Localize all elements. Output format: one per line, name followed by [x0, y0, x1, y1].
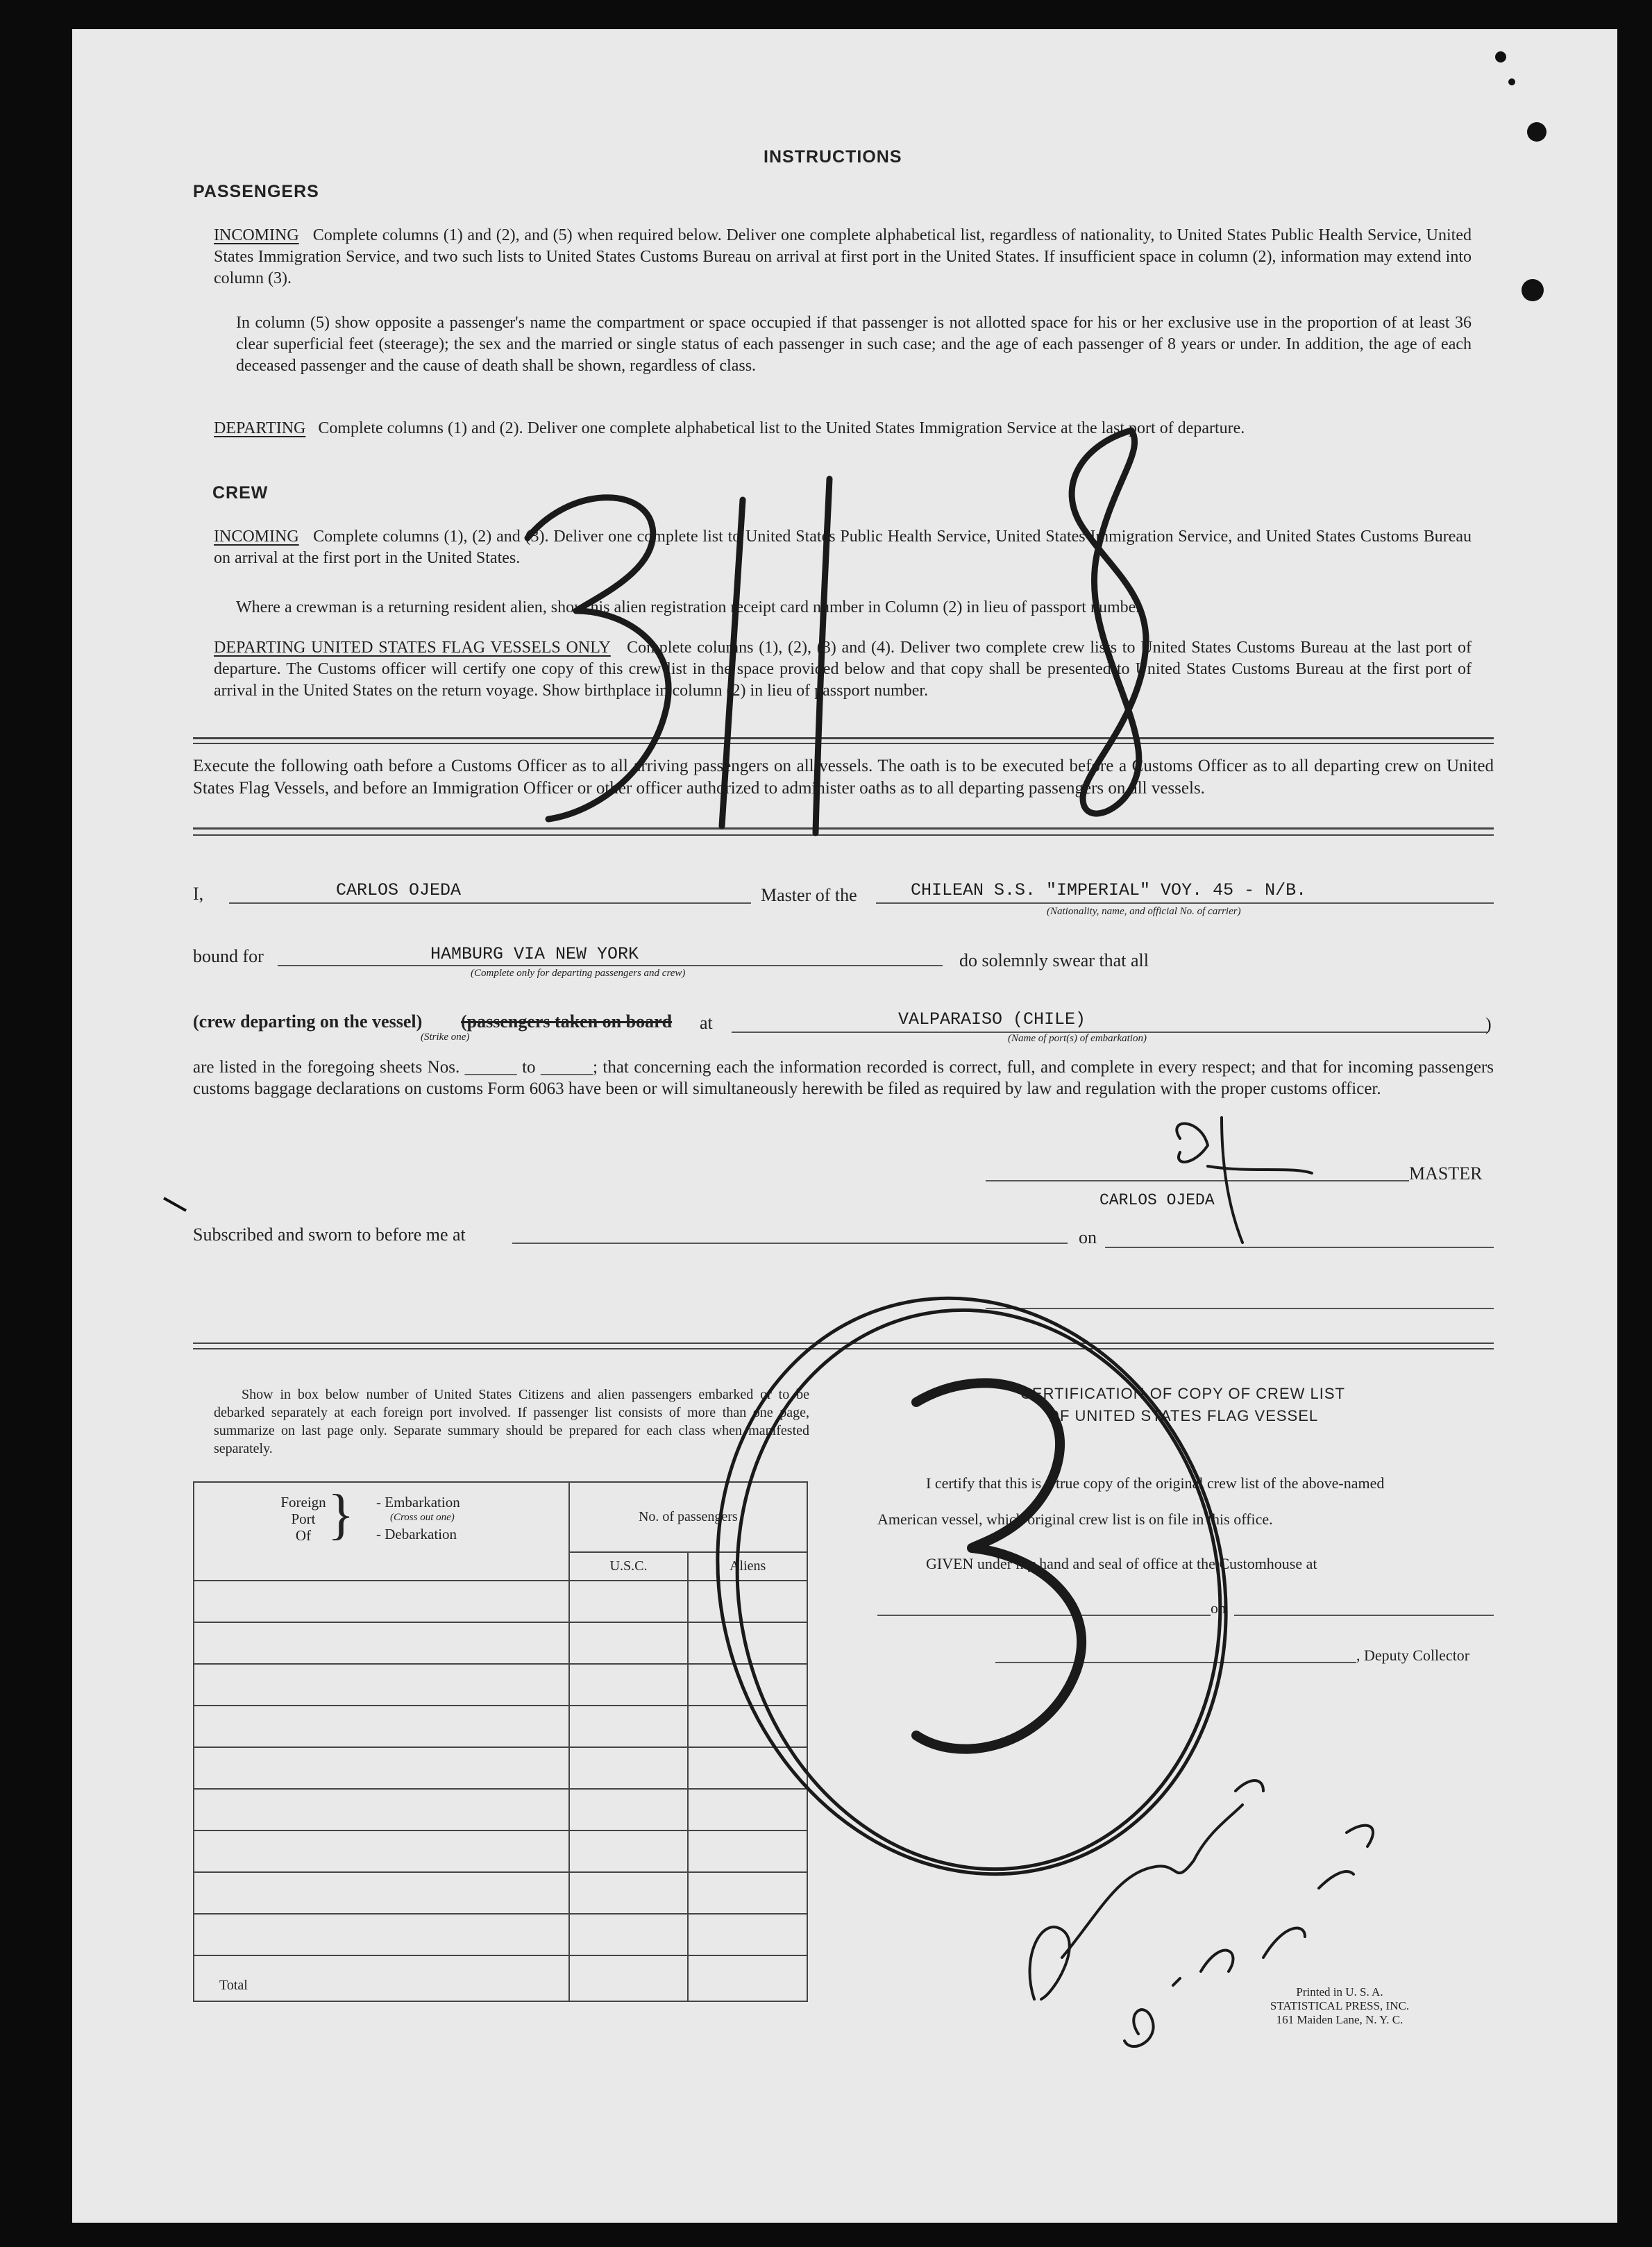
- debarkation-label: - Debarkation: [376, 1526, 457, 1542]
- on-label: on: [1079, 1227, 1097, 1247]
- no-of-passengers-label: No. of passengers: [638, 1509, 738, 1525]
- master-label: MASTER: [1409, 1163, 1483, 1184]
- carrier-value: CHILEAN S.S. "IMPERIAL" VOY. 45 - N/B.: [911, 880, 1307, 900]
- col-foreign: Foreign: [280, 1494, 326, 1510]
- crewman-paragraph: Where a crewman is a returning resident alien, show his alien registration receipt card number in Column (2) in lieu of passport number.: [236, 598, 1145, 616]
- handwritten-signature: [1030, 1781, 1374, 2046]
- given-text: GIVEN under my hand and seal of office at the Customhouse at: [926, 1555, 1317, 1572]
- incoming-label: INCOMING: [214, 226, 299, 244]
- close-paren: ): [1485, 1014, 1492, 1034]
- american-vessel-text: American vessel, which original crew list is on file in this office.: [877, 1510, 1273, 1528]
- usc-label: U.S.C.: [609, 1558, 648, 1574]
- circled-number-3: [644, 1231, 1299, 1940]
- cross-out-label: (Cross out one): [390, 1512, 455, 1523]
- certification-title-line2: OF UNITED STATES FLAG VESSEL: [1047, 1407, 1319, 1424]
- printer-line3: 161 Maiden Lane, N. Y. C.: [1276, 2013, 1404, 2026]
- certification-title-line1: CERTIFICATION OF COPY OF CREW LIST: [1020, 1385, 1345, 1402]
- bound-for-caption: (Complete only for departing passengers and crew): [471, 968, 686, 979]
- scan-specks: [1495, 51, 1546, 301]
- crew-incoming-label: INCOMING: [214, 528, 299, 546]
- strike-caption: (Strike one): [421, 1032, 470, 1043]
- listed-text: are listed in the foregoing sheets Nos. ______ to ______; that concerning each the information recorded is correct, full, and complete in every respect; and that for incoming passengers customs baggage declarations on customs Form 6063 have been or will simultaneously herewith be filed as required by law and regulation with the proper customs officer.: [193, 1058, 1494, 1098]
- col-port: Port: [291, 1510, 316, 1527]
- master-name-value: CARLOS OJEDA: [336, 880, 462, 900]
- total-label: Total: [219, 1978, 248, 1993]
- cert-on-label: on: [1211, 1599, 1226, 1617]
- passengers-taken-struck: (passengers taken on board: [461, 1011, 673, 1032]
- execute-oath-text: Execute the following oath before a Customs Officer as to all arriving passengers on all vessels. The oath is to be executed before a Customs Officer as to all departing crew on United States Flag Vessels, and before an Immigration Officer or other officer authorized to administer oaths as to all departing passengers on all vessels.: [193, 757, 1494, 798]
- departing-label: DEPARTING: [214, 419, 306, 437]
- embarkation-label: - Embarkation: [376, 1494, 460, 1510]
- incoming-text: Complete columns (1) and (2), and (5) when required below. Deliver one complete alphabetical list, regardless of nationality, to United States Public Health Service, United States Immigration Service, and two such lists to United States Customs Bureau on arrival at first port in the United States. If insufficient space in column (2), information may extend into column (3).: [214, 226, 1472, 287]
- printer-line1: Printed in U. S. A.: [1296, 1985, 1383, 1998]
- i-label: I,: [193, 884, 204, 904]
- crew-heading: CREW: [212, 483, 269, 503]
- crew-incoming-text: Complete columns (1), (2) and (3). Deliver one complete list to United States Public Health Service, United States Immigration Service, and United States Customs Bureau on arrival at the first port in the United States.: [214, 528, 1472, 567]
- master-initials: [1177, 1118, 1312, 1243]
- stray-mark: [164, 1198, 186, 1211]
- master-typed-name: CARLOS OJEDA: [1099, 1191, 1215, 1209]
- departing-text: Complete columns (1) and (2). Deliver one complete alphabetical list to the United States Immigration Service at the last port of departure.: [318, 419, 1245, 437]
- brace-glyph: }: [328, 1484, 355, 1545]
- carrier-caption: (Nationality, name, and official No. of carrier): [1047, 906, 1241, 917]
- bound-for-value: HAMBURG VIA NEW YORK: [430, 944, 639, 964]
- deputy-collector-label: , Deputy Collector: [1356, 1647, 1470, 1664]
- departing-flag-text: Complete columns (1), (2), (3) and (4). Deliver two complete crew lists to United States Customs Bureau at the last port of departure. The Customs officer will certify one copy of this crew list in the space provided below and that copy shall be presented to United States Customs Bureau at the first port of arrival in the United States on the return voyage. Show birthplace in column (2) in lieu of passport number.: [214, 639, 1472, 700]
- col-of: Of: [295, 1527, 312, 1544]
- summary-instruction: Show in box below number of United States Citizens and alien passengers embarked or to be debarked separately at each foreign port involved. If passenger list consists of more than one page, summarize on last page only. Separate summary should be prepared for each class when manifested separately.: [214, 1387, 809, 1456]
- handwritten-number-3-18: [528, 430, 1146, 833]
- crew-departing-text: (crew departing on the vessel): [193, 1011, 423, 1032]
- bound-for-label: bound for: [193, 946, 264, 966]
- aliens-label: Aliens: [730, 1558, 766, 1574]
- certify-text: I certify that this is a true copy of the original crew list of the above-named: [926, 1474, 1385, 1492]
- master-of-label: Master of the: [761, 885, 857, 905]
- column5-paragraph: In column (5) show opposite a passenger's name the compartment or space occupied if that passenger is not allotted space for his or her exclusive use in the proportion of at least 36 clear superficial feet (steerage); the sex and the married or single status of each passenger in such case; and the age of each passenger of 8 years or under. In addition, the age of each deceased passenger and the cause of death shall be shown, regardless of class.: [236, 314, 1472, 375]
- swear-text: do solemnly swear that all: [959, 950, 1149, 970]
- port-caption: (Name of port(s) of embarkation): [1008, 1033, 1147, 1044]
- passengers-heading: PASSENGERS: [193, 182, 319, 201]
- at-label: at: [700, 1013, 713, 1033]
- subscribed-text: Subscribed and sworn to before me at: [193, 1225, 466, 1245]
- port-value: VALPARAISO (CHILE): [898, 1009, 1086, 1029]
- departing-flag-label: DEPARTING UNITED STATES FLAG VESSELS ONLY: [214, 639, 611, 657]
- printer-line2: STATISTICAL PRESS, INC.: [1270, 1999, 1410, 2012]
- instructions-title: INSTRUCTIONS: [764, 147, 902, 167]
